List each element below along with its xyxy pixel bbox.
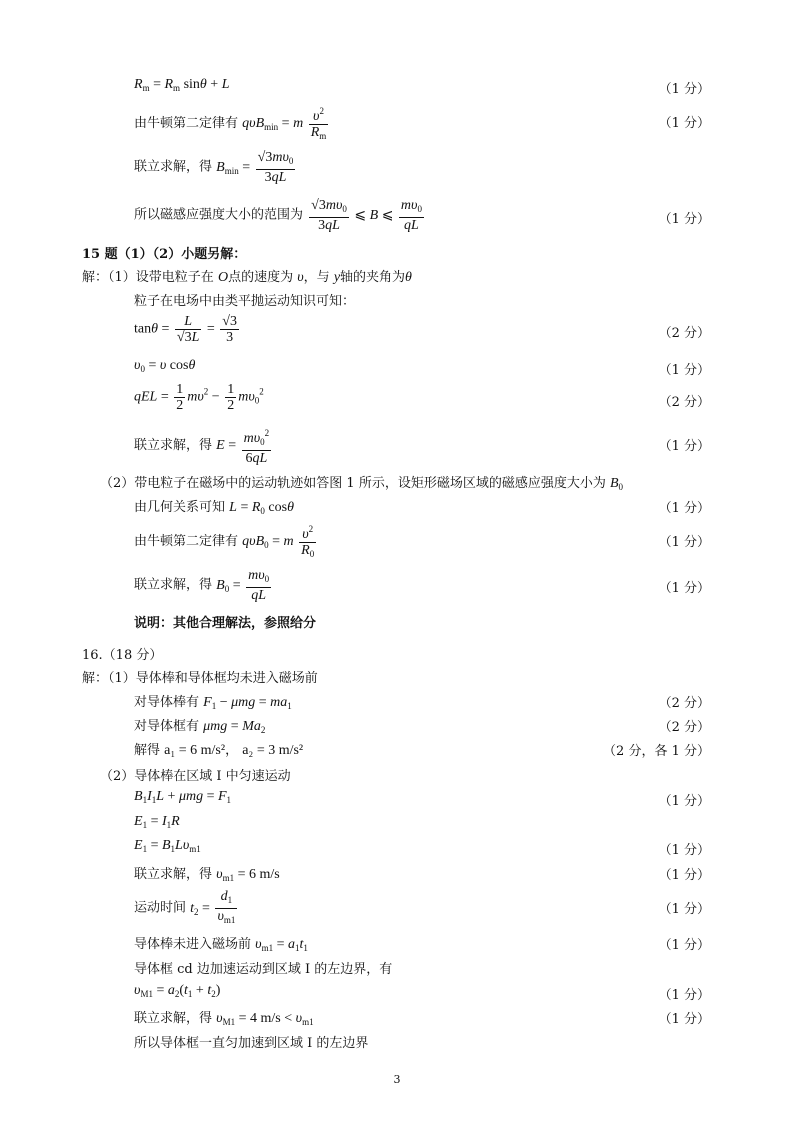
page-number: 3 [393, 1073, 401, 1086]
eq-vM1-result: 联立求解，得 $\upsilon_{M1} = 4$ $m/s < \upsilon_{m1}$ [134, 1011, 314, 1027]
score: （1 分） [658, 843, 710, 858]
eq-ohm: $E_1 = I_1R$ [134, 814, 180, 830]
alt-part1-line2: 粒子在电场中由类平抛运动知识可知： [134, 294, 356, 309]
score: （1 分） [658, 868, 710, 883]
score: （1 分） [658, 581, 710, 596]
eq-e-result: 联立求解，得 E = $\frac{m\upsilon_0^2}{6qL}$ [134, 428, 270, 466]
score: （2 分） [658, 326, 710, 341]
eq-vM1: $\upsilon_{M1} = a_2(t_1 + t_2)$ [134, 983, 221, 999]
eq-vm1-result: 联立求解，得 $\upsilon_{m1} = 6$ m/s [134, 867, 280, 883]
score: （1 分） [658, 363, 710, 378]
score: （1 分） [658, 212, 710, 227]
score: （1 分） [658, 116, 710, 131]
eq-vm1-a1t1: 导体棒未进入磁场前 $\upsilon_{m1} = a_1t_1$ [134, 937, 308, 953]
eq-time-t2: 运动时间 $t_2$ = $\frac{d_1}{\upsilon_{m1}}$ [134, 889, 236, 925]
eq-energy: qEL = $\frac{1}{2}$ $m\upsilon^2$ − $\frac{1}{2}$ $m\upsilon_0^2$ [134, 382, 264, 413]
score: （1 分） [658, 1012, 710, 1027]
score: （2 分） [658, 696, 710, 711]
eq-geometry-r0: 由几何关系可知 $L = R_0$ cosθ [134, 500, 294, 516]
score: （1 分） [658, 82, 710, 97]
eq-b-range: 所以磁感应强度大小的范围为 $\frac{√3m\upsilon_0}{3qL}$ ⩽ B ⩽ $\frac{m\upsilon_0}{qL}$ [134, 198, 422, 233]
score: （1 分） [658, 938, 710, 953]
eq-emf: $E_1 = B_1L\upsilon_{m1}$ [134, 838, 201, 854]
alt-note: 说明：其他合理解法，参照给分 [134, 616, 317, 631]
score: （1 分） [658, 535, 710, 550]
q16-part1-intro: 解：（1）导体棒和导体框均未进入磁场前 [82, 671, 318, 686]
alt-part2-intro: （2）带电粒子在磁场中的运动轨迹如答图 1 所示，设矩形磁场区域的磁感应强度大小为 $B_0$ [100, 476, 624, 492]
score: （1 分） [658, 501, 710, 516]
eq-frame-force: 对导体框有 $\mu mg = Ma_2$ [134, 719, 266, 735]
eq-newton-bmin: 由牛顿第二定律有 qυB$_{min}$ = m $\frac{\upsilon^2}{R_m}$ [134, 106, 327, 141]
eq-tan-theta: tanθ = $\frac{L}{√3L}$ = $\frac{√3}{3}$ [134, 314, 237, 345]
score: （2 分，各 1 分） [603, 744, 710, 759]
score: （1 分） [658, 902, 710, 917]
eq-bmin-result: 联立求解，得 $B_{min}$ = $\frac{√3m\upsilon_0}{3qL}$ [134, 150, 294, 185]
eq-v0-cos: $\upsilon_0 = \upsilon$ cosθ [134, 358, 196, 374]
q16-frame-text: 导体框 cd 边加速运动到区域 I 的左边界，有 [134, 962, 393, 977]
eq-rm-geometry: $R_m = R_m$ sinθ + L [134, 77, 230, 93]
q16-heading: 16.（18 分） [82, 648, 163, 663]
score: （1 分） [658, 988, 710, 1003]
eq-newton-b0: 由牛顿第二定律有 qυB$_0$ = m $\frac{\upsilon^2}{R_0}$ [134, 524, 315, 559]
eq-b0-result: 联立求解，得 $B_0$ = $\frac{m\upsilon_0}{qL}$ [134, 568, 270, 603]
eq-accelerations: 解得 a₁ = 6 m/s²， a₂ = 3 m/s² [134, 743, 304, 758]
q16-conclusion: 所以导体框一直匀加速到区域 I 的左边界 [134, 1036, 369, 1051]
eq-rod-force: 对导体棒有 $F_1 - \mu mg = ma_1$ [134, 695, 292, 711]
q16-part2-intro: （2）导体棒在区域 I 中匀速运动 [100, 769, 291, 784]
alt-part1-intro: 解：（1）设带电粒子在 O点的速度为 υ，与 y轴的夹角为θ [82, 270, 412, 285]
alt-heading: 15 题（1）（2）小题另解： [82, 247, 247, 262]
score: （1 分） [658, 794, 710, 809]
eq-uniform-force: $B_1I_1L + \mu mg = F_1$ [134, 789, 232, 805]
score: （2 分） [658, 395, 710, 410]
score: （1 分） [658, 439, 710, 454]
score: （2 分） [658, 720, 710, 735]
